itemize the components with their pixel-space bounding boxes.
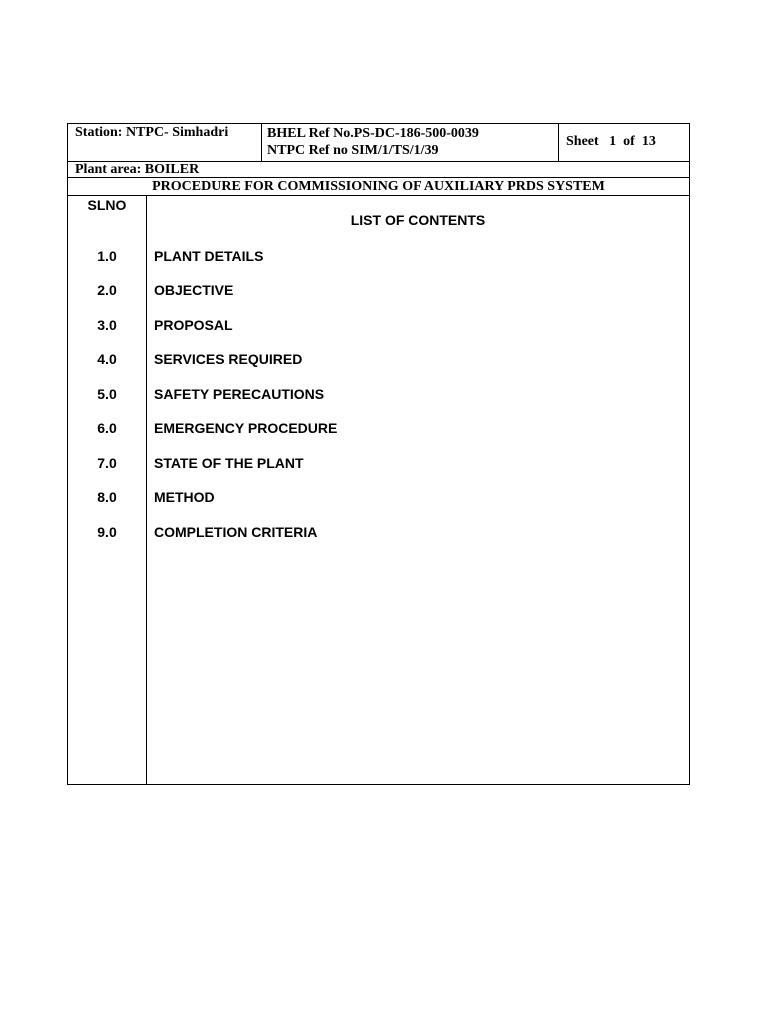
item-label: PROPOSAL [154, 317, 233, 333]
station-cell: Station: NTPC- Simhadri [68, 124, 262, 161]
list-item [68, 386, 689, 406]
list-item [68, 317, 689, 337]
contents-header: LIST OF CONTENTS [350, 212, 486, 228]
list-item [68, 524, 689, 544]
item-number: 3.0 [97, 317, 117, 333]
procedure-title: PROCEDURE FOR COMMISSIONING OF AUXILIARY PRDS SYSTEM [68, 178, 689, 196]
contents-table [68, 196, 689, 784]
list-item [68, 282, 689, 302]
item-label: PLANT DETAILS [154, 248, 264, 264]
list-item [68, 351, 689, 371]
item-label: SERVICES REQUIRED [154, 351, 303, 367]
item-number: 9.0 [97, 524, 117, 540]
item-label: COMPLETION CRITERIA [154, 524, 318, 540]
item-number: 6.0 [97, 420, 117, 436]
plant-area: Plant area: BOILER [68, 161, 689, 178]
bhel-ref: BHEL Ref No.PS-DC-186-500-0039 [267, 126, 479, 141]
item-label: METHOD [154, 489, 215, 505]
sheet-number: Sheet 1 of 13 [566, 134, 656, 149]
item-label: STATE OF THE PLANT [154, 455, 304, 471]
item-label: EMERGENCY PROCEDURE [154, 420, 338, 436]
item-label: SAFETY PERECAUTIONS [154, 386, 325, 402]
list-item [68, 420, 689, 440]
item-number: 2.0 [97, 282, 117, 298]
document-sheet [67, 123, 690, 785]
item-number: 8.0 [97, 489, 117, 505]
item-number: 4.0 [97, 351, 117, 367]
ntpc-ref: NTPC Ref no SIM/1/TS/1/39 [267, 143, 439, 158]
item-number: 1.0 [97, 248, 117, 264]
list-item [68, 455, 689, 475]
item-number: 5.0 [97, 386, 117, 402]
list-item [68, 489, 689, 509]
header-row [68, 124, 689, 162]
slno-header: SLNO [87, 197, 127, 213]
item-label: OBJECTIVE [154, 282, 234, 298]
reference-cell [262, 124, 559, 161]
item-number: 7.0 [97, 455, 117, 471]
list-item [68, 248, 689, 268]
